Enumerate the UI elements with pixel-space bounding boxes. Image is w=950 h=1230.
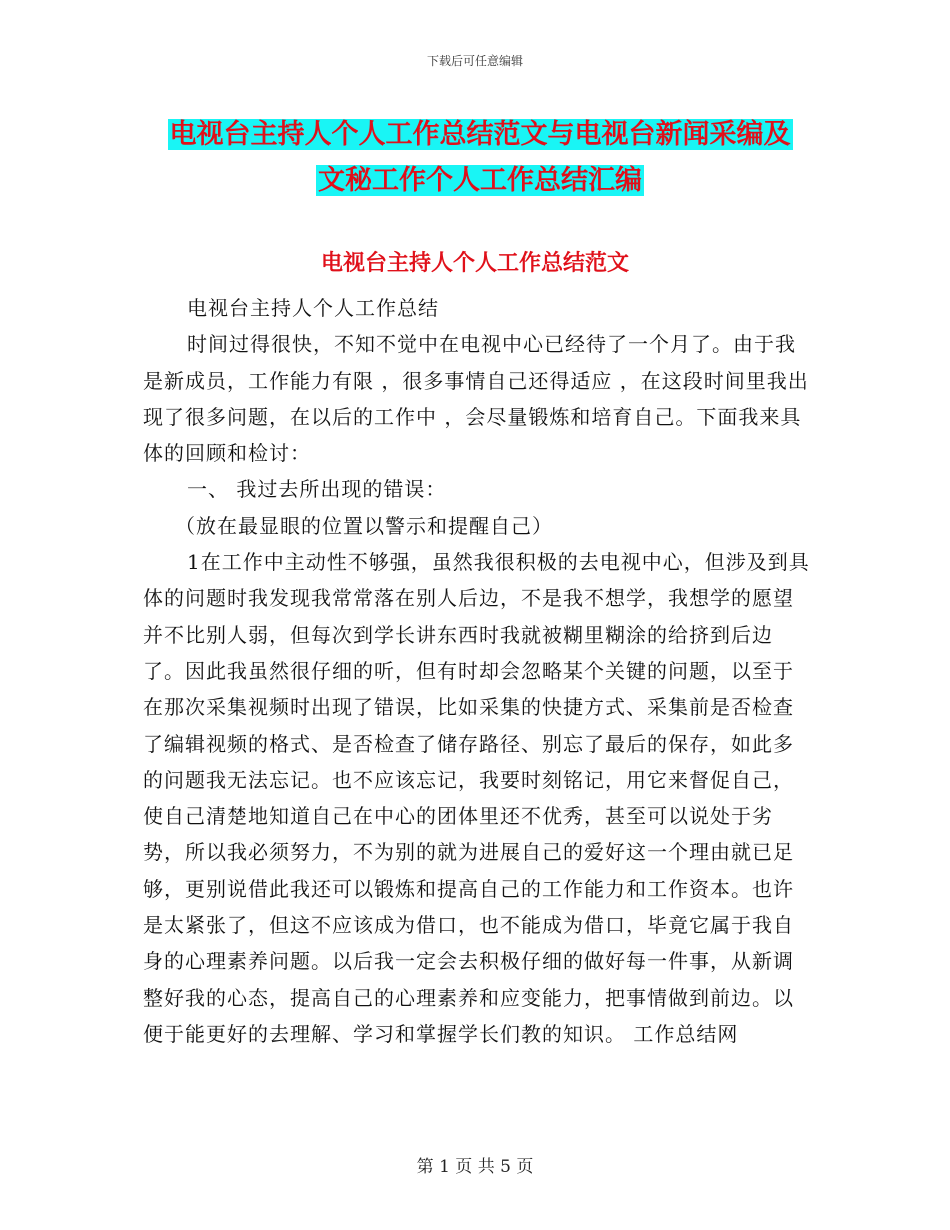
header-note: 下载后可任意编辑 (426, 54, 523, 68)
note-paragraph: （放在最显眼的位置以警示和提醒自己） (175, 513, 553, 538)
paragraph-1: 时间过得很快，不知不觉中在电视中心已经待了一个月了。由于我是新成员，工作能力有限 ，很多事情自己还得适应 ，在这段时间里我出现了很多问题，在以后的工作中 ，会尽量锻炼和培育自己。下面我来具体的回顾和检讨： (143, 332, 809, 466)
heading-1: 一、 我过去所出现的错误： (187, 477, 447, 502)
document-title (120, 112, 840, 204)
section-title: 电视台主持人个人工作总结范文 (320, 250, 629, 276)
body-text (143, 290, 813, 1052)
subtitle-paragraph: 电视台主持人个人工作总结 (187, 296, 439, 320)
page-footer: 第 1 页 共 5 页 (416, 1157, 534, 1177)
document-title-line1: 电视台主持人个人工作总结范文与电视台新闻采编及 (169, 119, 791, 150)
document-title-line2: 文秘工作个人工作总结汇编 (318, 165, 642, 196)
paragraph-2: 1在工作中主动性不够强，虽然我很积极的去电视中心，但涉及到具体的问题时我发现我常常落在别人后边，不是我不想学，我想学的愿望并不比别人弱，但每次到学长讲东西时我就被糊里糊涂的给挤到后边了。因此我虽然很仔细的听，但有时却会忽略某个关键的问题，以至于在那次采集视频时出现了错误，比如采集的快捷方式、采集前是否检查了编辑视频的格式、是否检查了储存路径、别忘了最后的保存，如此多的问题我无法忘记。也不应该忘记，我要时刻铭记，用它来督促自己，使自己清楚地知道自己在中心的团体里还不优秀，甚至可以说处于劣势，所以我必须努力，不为别的就为进展自己的爱好这一个理由就已足够，更别说借此我还可以锻炼和提高自己的工作能力和工作资本。也许是太紧张了，但这不应该成为借口，也不能成为借口，毕竟它属于我自身的心理素养问题。以后我一定会去积极仔细的做好每一件事，从新调整好我的心态，提高自己的心理素养和应变能力，把事情做到前边。以便于能更好的去理解、学习和掌握学长们教的知识。 工作总结网 (143, 550, 810, 1046)
